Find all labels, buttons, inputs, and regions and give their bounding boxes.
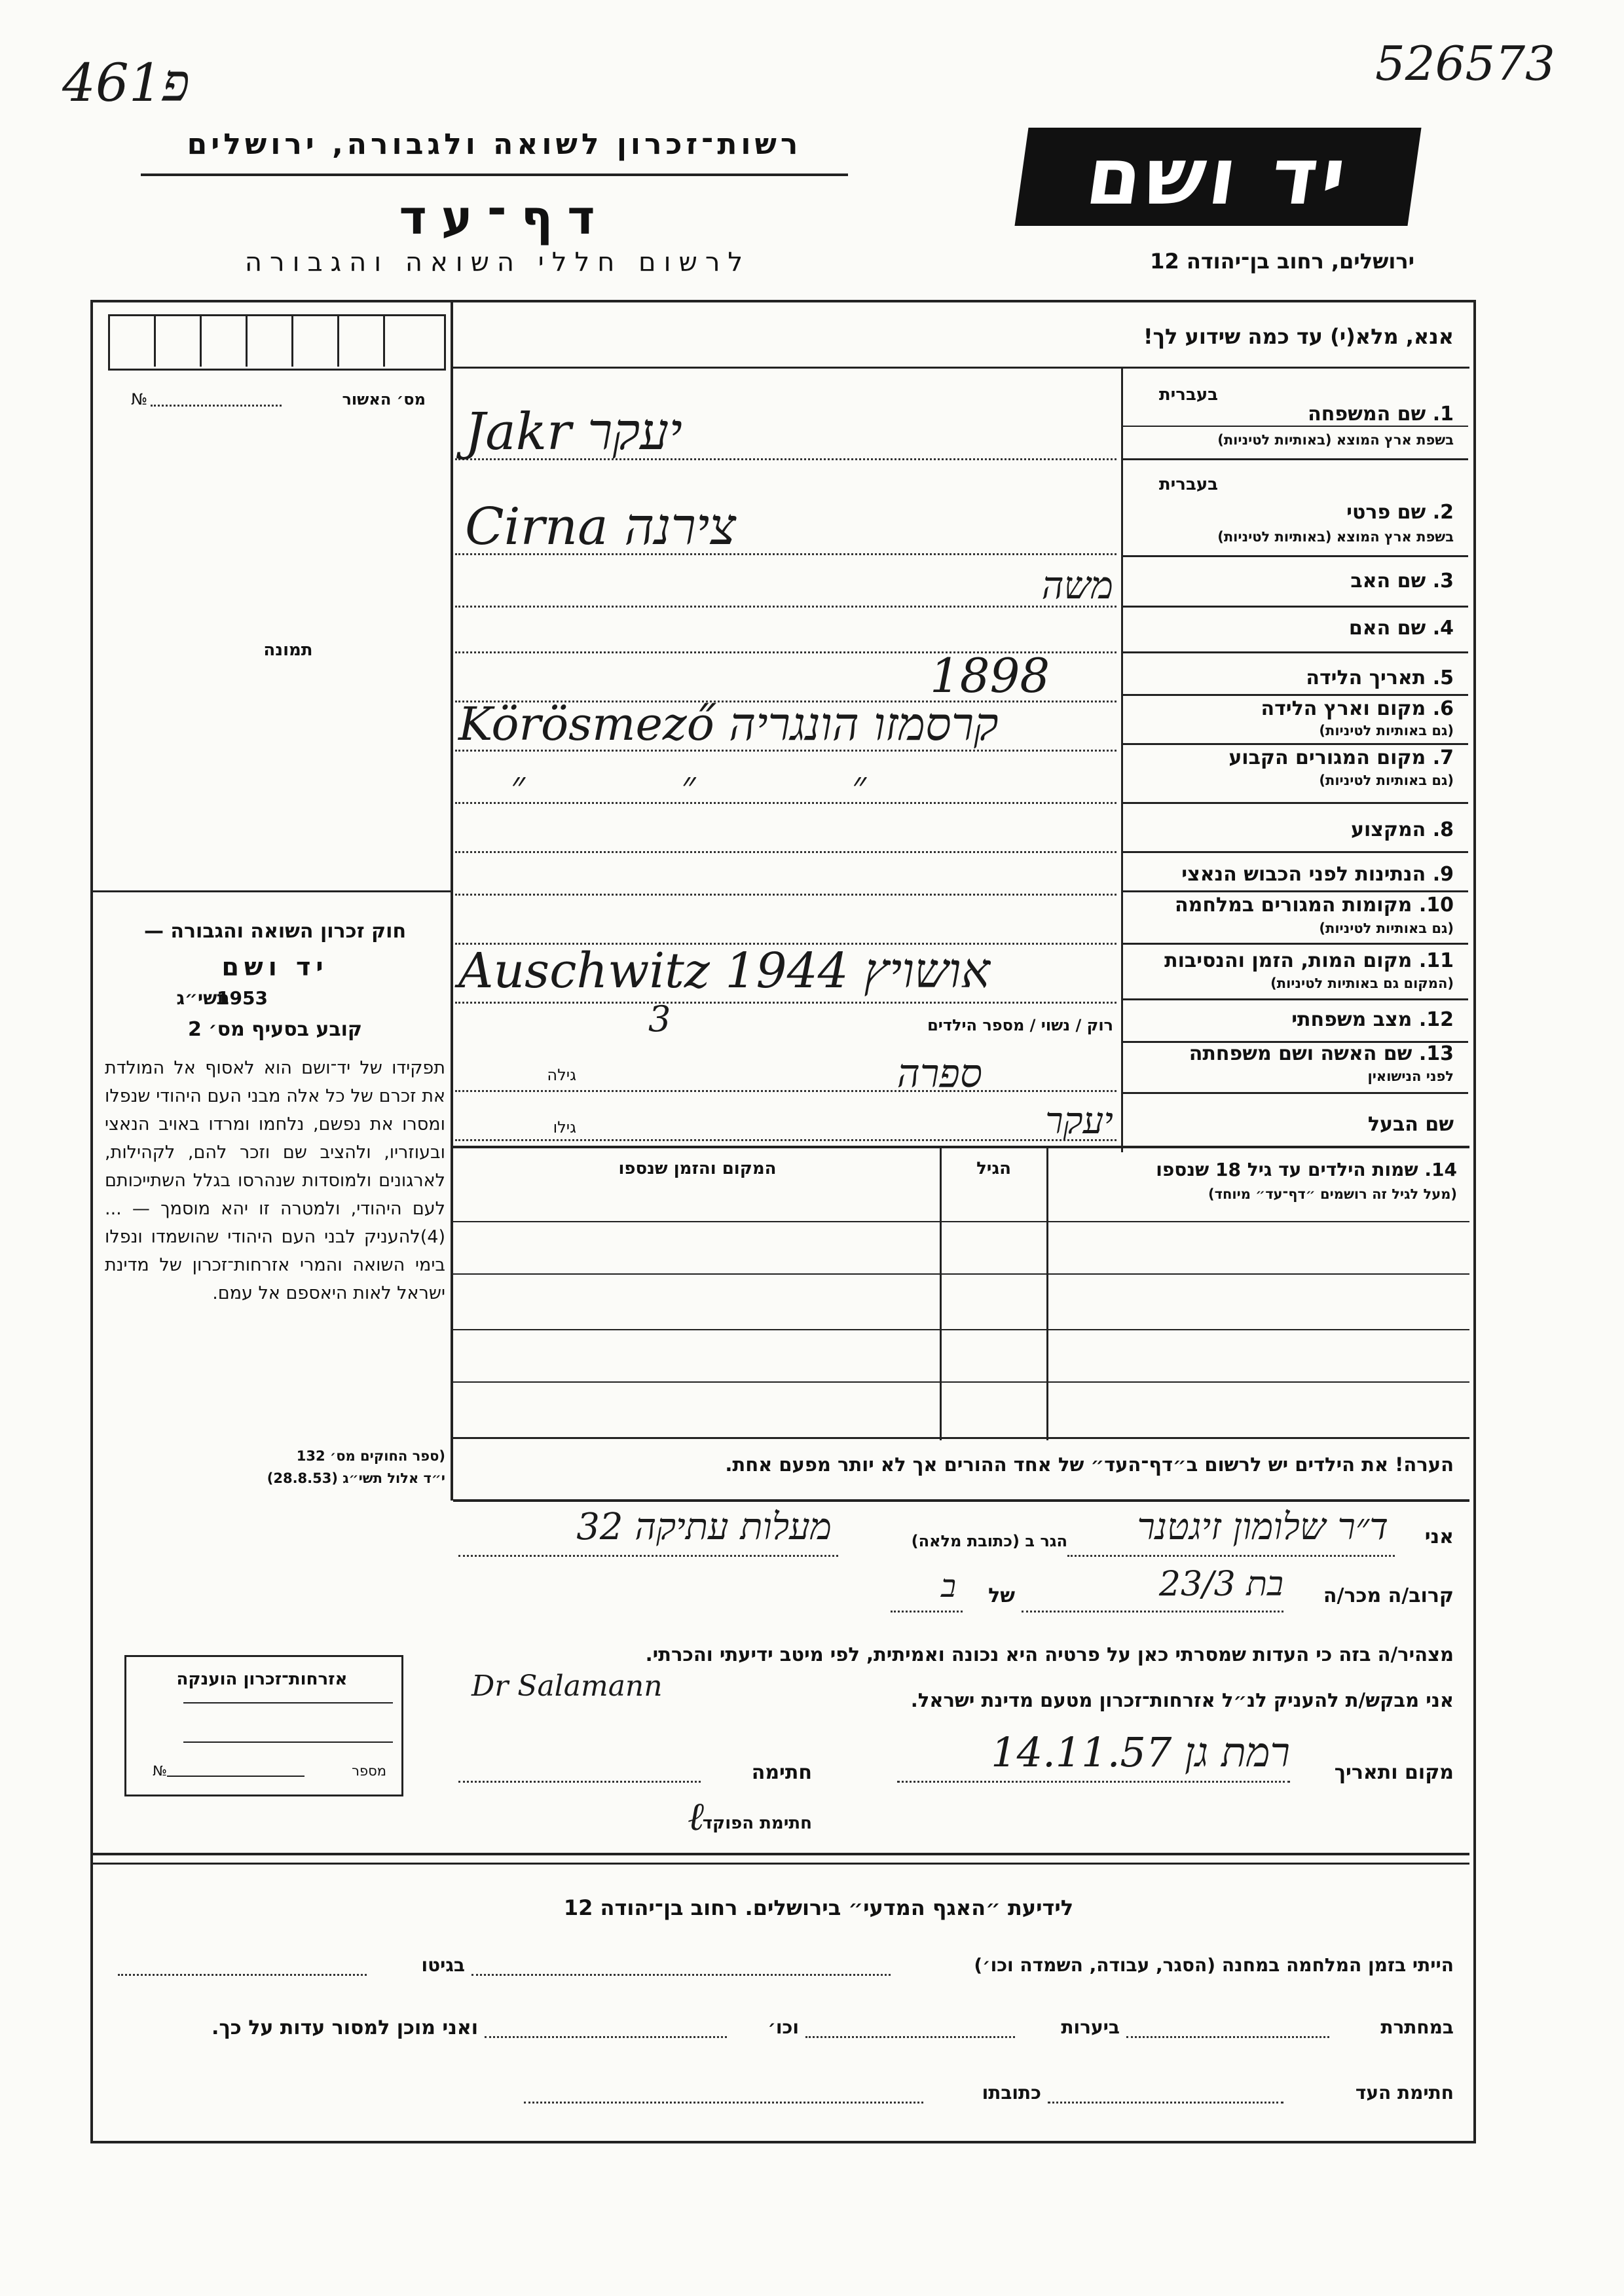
field-12-label xyxy=(1166,1008,1454,1031)
witness-address-label: כתובתו xyxy=(982,2082,1041,2104)
field-6-value: Körösmező קרסמזו הונגריה xyxy=(458,697,999,751)
of-value: ב xyxy=(940,1568,956,1605)
field-2-text: שם פרטי xyxy=(1346,501,1426,524)
field-11-num: 11. xyxy=(1418,949,1454,972)
field-5-value: 1898 xyxy=(930,648,1050,703)
field-13-num: 13. xyxy=(1418,1042,1454,1065)
law-title: חוק זכרון השואה והגבורה — xyxy=(143,920,407,943)
approval-no-sign: № xyxy=(131,390,147,409)
law-section: קובע בסעיף מס׳ 2 xyxy=(187,1018,363,1041)
field-7-label xyxy=(1153,746,1454,769)
field-2-value: Cirna צירנה xyxy=(465,498,737,556)
field-10-text: מקומות המגורים במלחמה xyxy=(1175,894,1412,917)
field-7-text: מקום המגורים הקבוע xyxy=(1228,746,1426,769)
relation-label: קרוב/ה מכר/ה xyxy=(1323,1584,1454,1607)
field-11-text: מקום המות, הזמן והנסיבות xyxy=(1164,949,1412,972)
place-date-value: רמת גן 14.11.57 xyxy=(991,1728,1290,1776)
field-husband-age-label: גילו xyxy=(553,1118,576,1137)
field-8-text: המקצוע xyxy=(1350,818,1426,841)
field-2-sub: בשפת ארץ המוצא (באותיות לטיניות) xyxy=(1217,529,1454,545)
field-10-num: 10. xyxy=(1418,894,1454,917)
request-text: אני מבקש/ת להעניק לנ״ל אזרחות־זכרון מטעם מדינת ישראל. xyxy=(910,1689,1454,1711)
bottom-underground-label: במחתרת xyxy=(1380,2016,1454,2038)
field-husband-text: שם הבעל xyxy=(1367,1113,1454,1136)
declarant-resides-label: הגר ב (כתובת מלאה) xyxy=(911,1532,1067,1550)
bottom-etc-label: וכו׳ xyxy=(767,2016,799,2038)
field-6-sub: (גם באותיות לטיניות) xyxy=(1319,723,1454,738)
field-11-value: Auschwitz 1944 אושויץ xyxy=(458,943,990,999)
declaration-text: מצהיר/ה בזה כי העדות שמסרתי כאן על פרטיה היא נכונה ואמיתית, לפי מיטב ידיעתי והכרתי. xyxy=(645,1643,1454,1666)
address-line: ירושלים, רחוב בן־יהודה 12 xyxy=(1150,249,1414,274)
field-1-label xyxy=(1231,403,1454,426)
bottom-title: לידיעת ״האגף המדעי״ בירושלים. רחוב בן־יהודה 12 xyxy=(563,1895,1074,1920)
field-2-num: 2. xyxy=(1432,501,1454,524)
field-5-label xyxy=(1179,666,1454,689)
field-5-text: תאריך הלידה xyxy=(1306,666,1426,689)
bottom-camp-text: הייתי בזמן המלחמה במחנה (הסגר, עבודה, השמדה וכו׳) xyxy=(974,1954,1454,1976)
field-13-sub: לפני הנישואין xyxy=(1367,1068,1454,1084)
officer-initial: ℓ xyxy=(688,1794,704,1840)
field-10-sub: (גם באותיות לטיניות) xyxy=(1319,920,1454,936)
remark-text: הערה! את הילדים יש לרשום ב״דף־העד״ של אחד ההורים אך לא יותר מפעם אחת. xyxy=(725,1453,1454,1476)
place-date-label: מקום ותאריך xyxy=(1334,1761,1454,1784)
scrawled-signature: Dr Salamann xyxy=(471,1669,663,1703)
yad-vashem-logo: יד ושם xyxy=(1014,128,1421,226)
bottom-ghetto-label: בגיטו xyxy=(421,1954,465,1976)
children-note: (מעל לגיל זה רושמים ״דף־עד״ מיוחד) xyxy=(1208,1186,1457,1202)
field-6-text: מקום וארץ הלידה xyxy=(1261,697,1426,720)
instruction-text: אנא, מלא(י) עד כמה שידוע לך! xyxy=(1143,324,1454,349)
field-3-num: 3. xyxy=(1432,570,1454,592)
field-6-num: 6. xyxy=(1432,697,1454,720)
declarant-i-label: אני xyxy=(1424,1525,1454,1548)
children-title: 14. שמות הילדים עד גיל 18 שנספו xyxy=(1156,1159,1457,1180)
relation-value: בת 23/3 xyxy=(1158,1565,1283,1604)
of-label: של xyxy=(988,1584,1015,1607)
authority-heading: רשות־זכרון לשואה ולגבורה, ירושלים xyxy=(187,128,802,161)
field-4-num: 4. xyxy=(1432,617,1454,640)
law-text: תפקידו של יד־ושם הוא לאסוף אל המולדת את זכרם של כל אלה מבני העם היהודי שנפלו ומסרו את נפשם, נלחמו ומרדו באויב הנאצי ובעוזריו, ולהציב שם וזכר להם, לקהילות, לארגונים ולמוסדות שנהרסו בגלל השתייכותם לעם היהודי, ולמטרה זו יהא מוסמך — ...(4)להעניק לבני העם היהודי שהושמדו ונפלו בימי השואה והמרי אזרחות־זכרון של מדינת ישראל לאות היאספם אל עמם. xyxy=(105,1058,445,1303)
form-subtitle: לרשום חללי השואה והגבורה xyxy=(244,247,751,278)
field-9-text: הנתינות לפני הכבוש הנאצי xyxy=(1181,863,1426,886)
field-2-hebrew-tag: בעברית xyxy=(1158,475,1218,494)
law-name: יד ושם xyxy=(221,953,329,981)
field-9-label xyxy=(1126,863,1454,886)
citizenship-box-no-sign: № xyxy=(153,1763,167,1779)
witness-signature-label: חתימת העד xyxy=(1355,2082,1454,2104)
field-13-value: ספרה xyxy=(896,1051,982,1097)
bottom-willing-text: ואני מוכן למסור עדות על כך. xyxy=(212,2016,478,2039)
law-year-hebrew: תשי״ג xyxy=(176,987,230,1009)
field-5-num: 5. xyxy=(1432,666,1454,689)
declarant-address-value: מעלות עתיקה 32 xyxy=(576,1506,832,1548)
field-3-label xyxy=(1179,570,1454,592)
citizenship-box-title: אזרחות־זכרון הוענקה xyxy=(176,1669,348,1689)
bottom-forests-label: ביערות xyxy=(1061,2016,1120,2038)
field-husband-value: יעקר xyxy=(1045,1100,1113,1142)
approval-number-label: מס׳ האשור xyxy=(342,390,426,409)
field-2-label xyxy=(1231,501,1454,524)
law-citation-1: (ספר החוקים מס׳ 132 xyxy=(296,1448,445,1464)
law-citation-2: י״ד אלול תשי״ג (28.8.53) xyxy=(267,1470,445,1486)
field-3-text: שם האב xyxy=(1350,570,1426,592)
form-title: דף־עד xyxy=(399,190,610,245)
field-11-sub: (המקום גם באותיות לטיניות) xyxy=(1270,975,1454,991)
field-1-hebrew-tag: בעברית xyxy=(1158,385,1218,405)
field-7-num: 7. xyxy=(1432,746,1454,769)
top-left-handwriting: 461פ xyxy=(62,52,190,113)
field-4-text: שם האם xyxy=(1348,617,1426,640)
declarant-name-value: ד״ר שלומון זיגטנר xyxy=(1137,1506,1388,1548)
field-12-num: 12. xyxy=(1418,1008,1454,1031)
field-13-label xyxy=(1153,1042,1454,1065)
field-7-value: ״ ״ ״ xyxy=(511,763,866,807)
field-12-value: 3 xyxy=(648,998,671,1040)
field-12-text: מצב משפחתי xyxy=(1291,1008,1412,1031)
field-1-sub: בשפת ארץ המוצא (באותיות לטיניות) xyxy=(1217,432,1454,448)
photo-label: תמונה xyxy=(263,640,313,660)
field-12-status-label: רוק / נשוי / מספר הילדים xyxy=(927,1016,1113,1034)
top-right-number: 526573 xyxy=(1375,36,1555,91)
children-col-place: המקום והזמן שנספו xyxy=(618,1159,777,1178)
field-13-text: שם האשה ושם משפחתה xyxy=(1189,1042,1412,1065)
field-6-label xyxy=(1166,697,1454,720)
field-10-label xyxy=(1126,894,1454,917)
field-11-label xyxy=(1126,949,1454,972)
approval-tick-boxes xyxy=(108,314,449,373)
field-4-label xyxy=(1179,617,1454,640)
field-husband-label xyxy=(1218,1113,1454,1136)
field-8-num: 8. xyxy=(1432,818,1454,841)
field-1-value: Jakr יעקר xyxy=(465,403,682,462)
law-year: 1953 xyxy=(217,987,268,1009)
signature-label: חתימה xyxy=(751,1761,812,1784)
field-13-age-label: גילה xyxy=(547,1066,576,1084)
field-7-sub: (גם באותיות לטיניות) xyxy=(1319,773,1454,788)
citizenship-box-number-label: מספר xyxy=(352,1763,386,1779)
field-1-num: 1. xyxy=(1432,403,1454,426)
field-1-text: שם המשפחה xyxy=(1308,403,1426,426)
officer-signature-label: חתימת הפוקד xyxy=(702,1813,812,1833)
field-9-num: 9. xyxy=(1432,863,1454,886)
field-3-value: משה xyxy=(1041,563,1113,608)
field-8-label xyxy=(1179,818,1454,841)
children-col-age: הגיל xyxy=(976,1159,1011,1178)
